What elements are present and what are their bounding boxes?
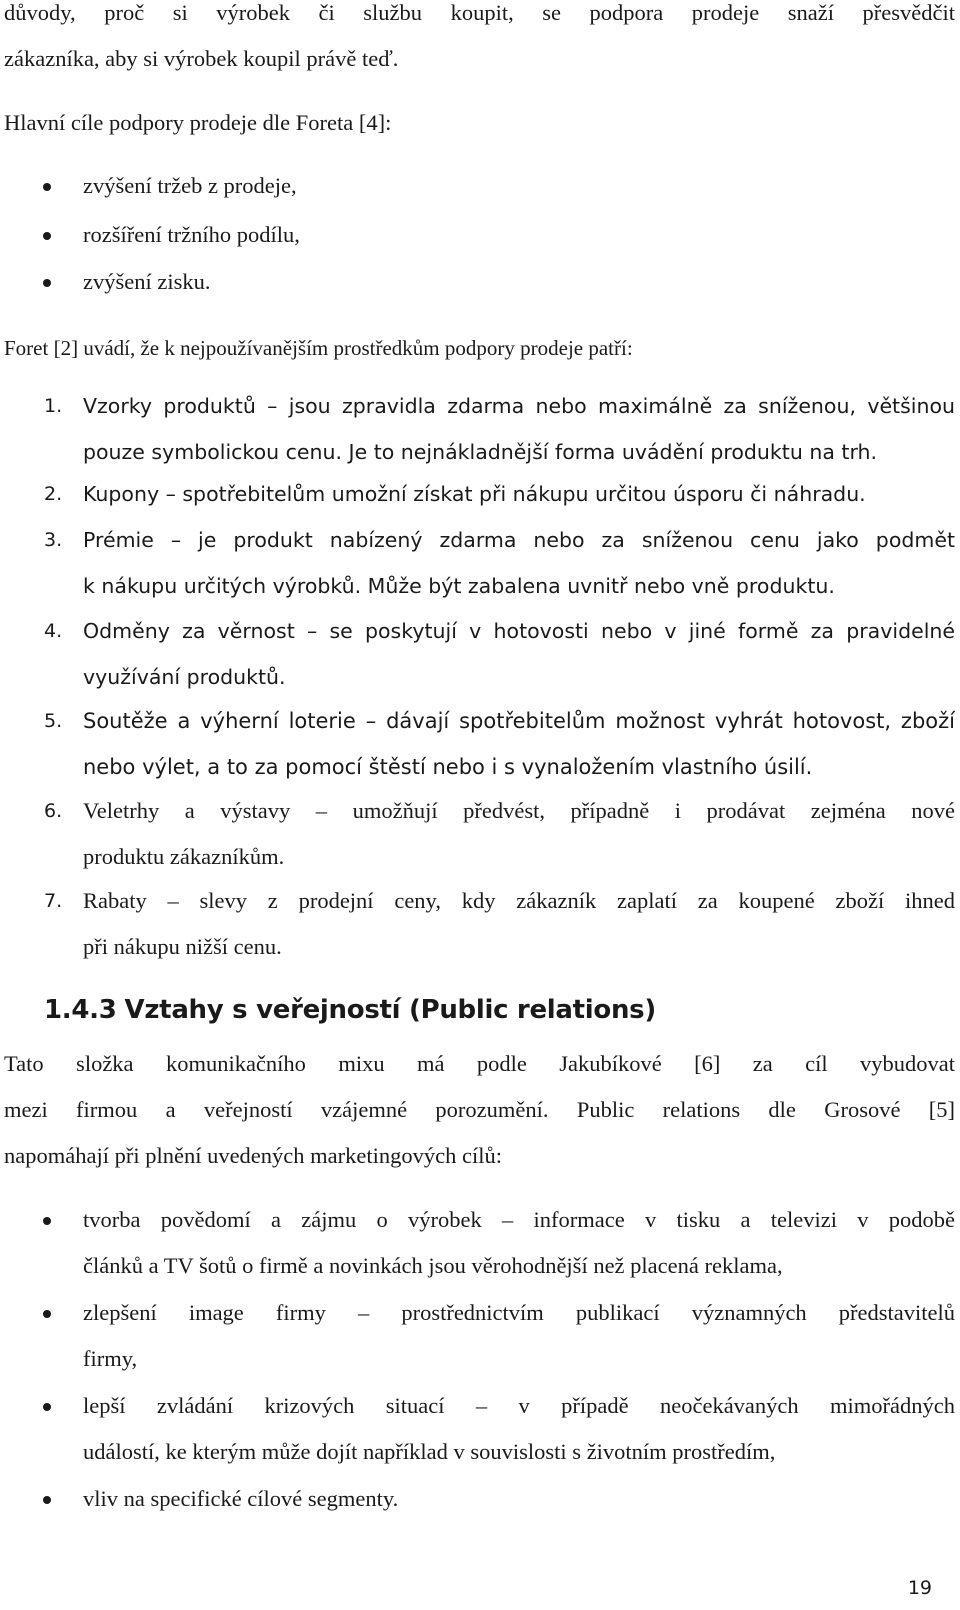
goals-heading: Hlavní cíle podpory prodeje dle Foreta [4]: [4,110,392,135]
bullet-icon [43,1496,51,1504]
intro-paragraph [4,0,955,82]
page-number: 19 [907,1577,932,1599]
tools-intro: Foret [2] uvádí, že k nejpoužívanějším prostředkům podpory prodeje patří: [4,336,633,360]
intro-line-1: důvody, proč si výrobek či službu koupit, se podpora prodeje snaží přesvědčit [4,0,955,25]
bullet-icon [43,279,51,287]
bullet-icon [43,183,51,191]
section-title: Vztahy s veřejností (Public relations) [124,995,656,1025]
section-heading [44,995,656,1025]
document-page: důvody, proč si výrobek či službu koupit, se podpora prodeje snaží přesvědčit zákazníka, aby si výrobek koupil právě teď. Hlavní cíle podpory prodeje dle Foreta [4]: zvýšení tržeb z prodeje, rozšíření tržního podílu, zvýšení zisku. Foret [2] uvádí, že k nejpoužívanějším prostředkům podpory prodeje patří: 1. Vzorky produktů – jsou zpravidla zdarma nebo maximálně za sníženou, většinou pouze symbolickou cenu. Je to nejnákladnější forma uvádění produktu na trh. 2. Kupony – spotřebitelům umožní získat při nákupu určitou úsporu či náhradu. 3. Prémie – je produkt nabízený zdarma nebo za sníženou cenu jako podmět k nákupu určitých výrobků. Může být zabalena uvnitř nebo vně produktu. 4. Odměny za věrnost – se poskytují v hotovosti nebo v jiné formě za pravidelné využívání produktů. 5. Soutěže a výherní loterie – dávají spotřebitelům možnost vyhrát hotovost, zboží nebo výlet, a to za pomocí štěstí nebo i s vynaložením vlastního úsilí. 6. Veletrhy a výstavy – umožňují předvést, případně i prodávat zejména nové produktu zákazníkům. 7. Rabaty – slevy z prodejní ceny, kdy zákazník zaplatí za koupené zboží ihned při nákupu nižší cenu. 1.4.3 Vztahy s veřejností (Public relations) Tato složka komunikačního mixu má podle Jakubíkové [6] za cíl vybudovat mezi firmou a veřejností vzájemné porozumění. Public relations dle Grosové [5] napomáhají při plnění uvedených marketingových cílů: tvorba povědomí a zájmu o výrobek – informace v tisku a televizi v podobě článků a TV šotů o firmě a novinkách jsou věrohodnější než placená reklama, zlepšení image firmy – prostřednictvím publikací významných představitelů firmy, lepší zvládání krizových situací – v případě neočekávaných mimořádných událostí, ke kterým může dojít například v souvislosti s životním prostředím, vliv na specifické cílové segmenty. 19 [0,0,960,1610]
section-number: 1.4.3 [44,995,117,1025]
intro-line-2: zákazníka, aby si výrobek koupil právě teď. [4,46,399,71]
bullet-icon [43,1217,51,1225]
pr-paragraph: Tato složka komunikačního mixu má podle Jakubíkové [6] za cíl vybudovat mezi firmou a veřejností vzájemné porozumění. Public relations dle Grosové [5] napomáhají při plnění uvedených marketingových cílů: [4,1051,955,1168]
bullet-icon [43,1403,51,1411]
bullet-icon [43,1310,51,1318]
bullet-icon [43,232,51,240]
